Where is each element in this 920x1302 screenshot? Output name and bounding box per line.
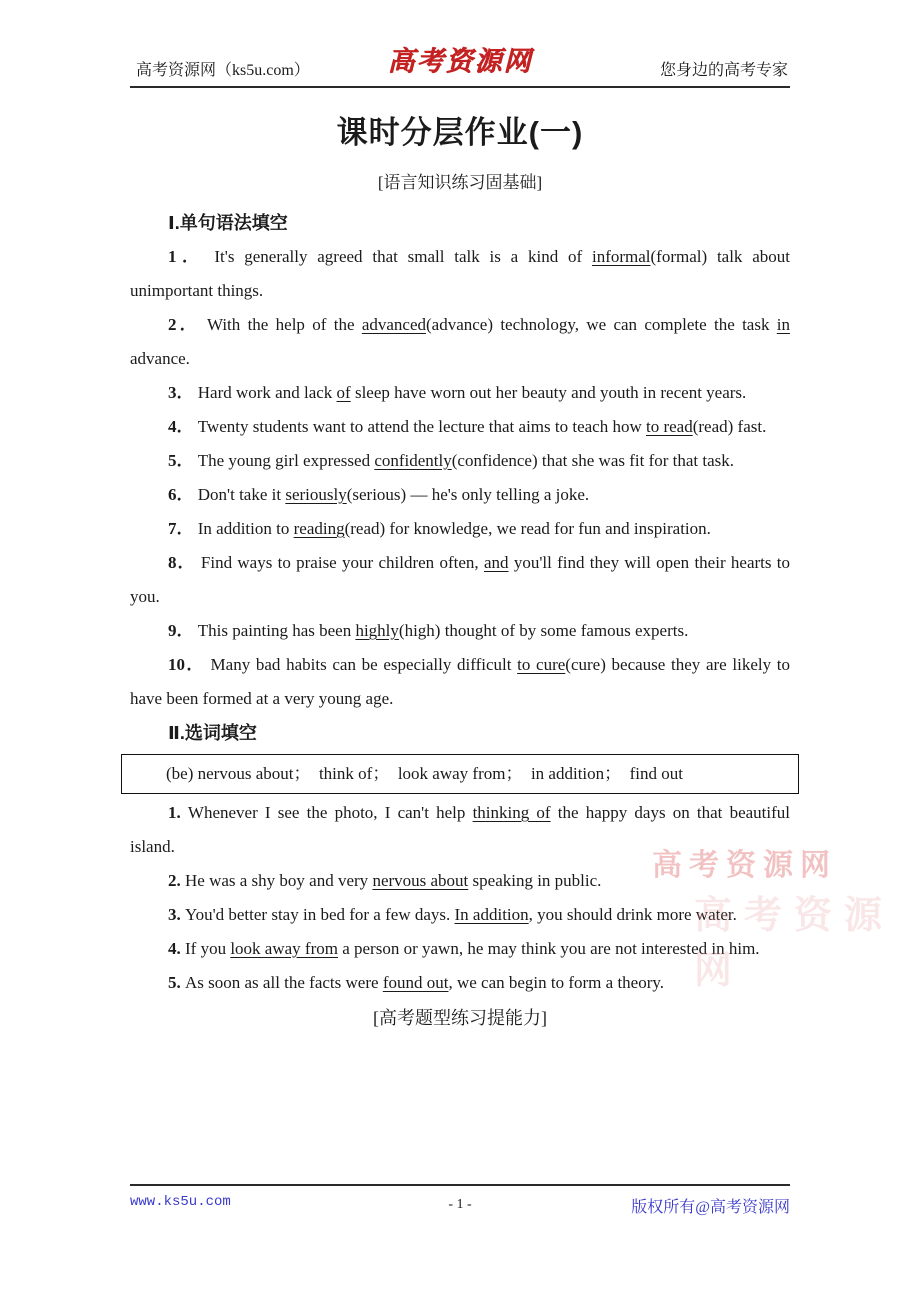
section1-heading: Ⅰ.单句语法填空 xyxy=(168,213,288,233)
page-header xyxy=(130,0,790,88)
item-number: 9． xyxy=(168,621,198,640)
sentence-text: (advance) technology, we can complete the task xyxy=(426,315,777,334)
header-slogan: 您身边的高考专家 xyxy=(659,62,788,79)
wordbank-box: (be) nervous about； think of； look away from； in addition； find out xyxy=(121,754,799,794)
sentence-text: a person or yawn, he may think you are not interested in him. xyxy=(337,939,760,958)
item-number: 2. xyxy=(168,871,185,890)
answer-blank: In addition xyxy=(454,905,529,924)
grammar-fill-item-10 xyxy=(130,648,790,716)
site-logo: 高考资源网 xyxy=(387,46,533,76)
word-choice-item-4 xyxy=(130,932,790,966)
sentence-text: It's generally agreed that small talk is a kind of xyxy=(214,247,592,266)
word-choice-item-5 xyxy=(130,966,790,1000)
page-number: - 1 - xyxy=(448,1197,472,1212)
sentence-text: (confidence) that she was fit for that task. xyxy=(451,451,735,470)
watermark: 高考资源网 xyxy=(694,895,895,992)
sentence-text: speaking in public. xyxy=(468,871,602,890)
item-number: 7． xyxy=(168,519,198,538)
item-number: 8． xyxy=(168,553,201,572)
grammar-fill-item-8 xyxy=(130,546,790,614)
answer-blank: of xyxy=(336,383,351,402)
section2-items xyxy=(130,796,790,1000)
sentence-text: This painting has been xyxy=(197,621,356,640)
sentence-text: Hard work and lack xyxy=(197,383,337,402)
answer-blank: and xyxy=(483,553,509,572)
item-number: 4. xyxy=(168,939,185,958)
sentence-text: (high) thought of by some famous experts. xyxy=(398,621,689,640)
sentence-text: you'll find they will open their hearts to you. xyxy=(130,553,791,606)
sentence-text: Don't take it xyxy=(197,485,286,504)
answer-blank: seriously xyxy=(285,485,347,504)
sentence-text: Find ways to praise your children often, xyxy=(200,553,484,572)
sentence-text: the happy days on that beautiful island. xyxy=(130,803,790,856)
subtitle-note: [语言知识练习固基础] xyxy=(377,173,543,192)
item-number: 3. xyxy=(168,905,185,924)
sentence-text: sleep have worn out her beauty and youth in recent years. xyxy=(350,383,747,402)
word-choice-item-3 xyxy=(130,898,790,932)
midnote: [高考题型练习提能力] xyxy=(373,1008,547,1028)
grammar-fill-item-9 xyxy=(130,614,790,648)
sentence-text: With the help of the xyxy=(206,315,362,334)
sentence-text: , we can begin to form a theory. xyxy=(448,973,665,992)
sentence-text: If you xyxy=(185,939,231,958)
sentence-text: (formal) talk about unimportant things. xyxy=(130,247,790,300)
grammar-fill-item-4 xyxy=(130,410,790,444)
sentence-text: You'd better stay in bed for a few days. xyxy=(185,905,455,924)
grammar-fill-item-3 xyxy=(130,376,790,410)
footer-url: www.ks5u.com xyxy=(130,1194,231,1210)
sentence-text: He was a shy boy and very xyxy=(185,871,373,890)
answer-blank: confidently xyxy=(374,451,452,470)
grammar-fill-item-7 xyxy=(130,512,790,546)
watermark: 高考资源网 xyxy=(652,849,837,882)
sentence-text: (read) fast. xyxy=(692,417,767,436)
item-number: 4． xyxy=(168,417,198,436)
answer-blank: informal xyxy=(591,247,651,266)
item-number: 5. xyxy=(168,973,185,992)
item-number: 10． xyxy=(168,655,211,674)
sentence-text: (read) for knowledge, we read for fun and inspiration. xyxy=(344,519,711,538)
grammar-fill-item-5 xyxy=(130,444,790,478)
page-title: 课时分层作业(一) xyxy=(336,115,584,150)
sentence-text: As soon as all the facts were xyxy=(185,973,383,992)
answer-blank: advanced xyxy=(361,315,426,334)
section1-items xyxy=(130,240,790,716)
sentence-text: Twenty students want to attend the lecture that aims to teach how xyxy=(197,417,646,436)
sentence-text: (cure) because they are likely to have been formed at a very young age. xyxy=(130,655,790,708)
word-choice-item-2 xyxy=(130,864,790,898)
answer-blank: to read xyxy=(646,417,693,436)
header-site-name: 高考资源网（ks5u.com） xyxy=(136,62,310,79)
sentence-text: The young girl expressed xyxy=(197,451,375,470)
page-footer xyxy=(130,1184,790,1217)
grammar-fill-item-6 xyxy=(130,478,790,512)
answer-blank: nervous about xyxy=(372,871,469,890)
answer-blank: found out xyxy=(382,973,449,992)
item-number: 5． xyxy=(168,451,198,470)
answer-blank: reading xyxy=(293,519,345,538)
sentence-text: (serious) — he's only telling a joke. xyxy=(346,485,590,504)
item-number: 2． xyxy=(168,315,207,334)
answer-blank: look away from xyxy=(230,939,338,958)
answer-blank: highly xyxy=(355,621,399,640)
document-body xyxy=(130,206,790,1036)
section2-heading: Ⅱ.选词填空 xyxy=(168,723,257,743)
item-number: 1. xyxy=(168,803,188,822)
item-number: 6． xyxy=(168,485,198,504)
item-number: 1． xyxy=(168,247,215,266)
answer-blank: thinking of xyxy=(472,803,551,822)
grammar-fill-item-1 xyxy=(130,240,790,308)
sentence-text: advance. xyxy=(130,349,190,368)
item-number: 3． xyxy=(168,383,198,402)
sentence-text: Whenever I see the photo, I can't help xyxy=(187,803,473,822)
word-choice-item-1 xyxy=(130,796,790,864)
sentence-text: Many bad habits can be especially difficult xyxy=(210,655,518,674)
answer-blank: in xyxy=(776,315,791,334)
sentence-text: , you should drink more water. xyxy=(528,905,737,924)
footer-copyright: 版权所有@高考资源网 xyxy=(631,1199,790,1216)
answer-blank: to cure xyxy=(517,655,566,674)
sentence-text: In addition to xyxy=(197,519,294,538)
grammar-fill-item-2 xyxy=(130,308,790,376)
